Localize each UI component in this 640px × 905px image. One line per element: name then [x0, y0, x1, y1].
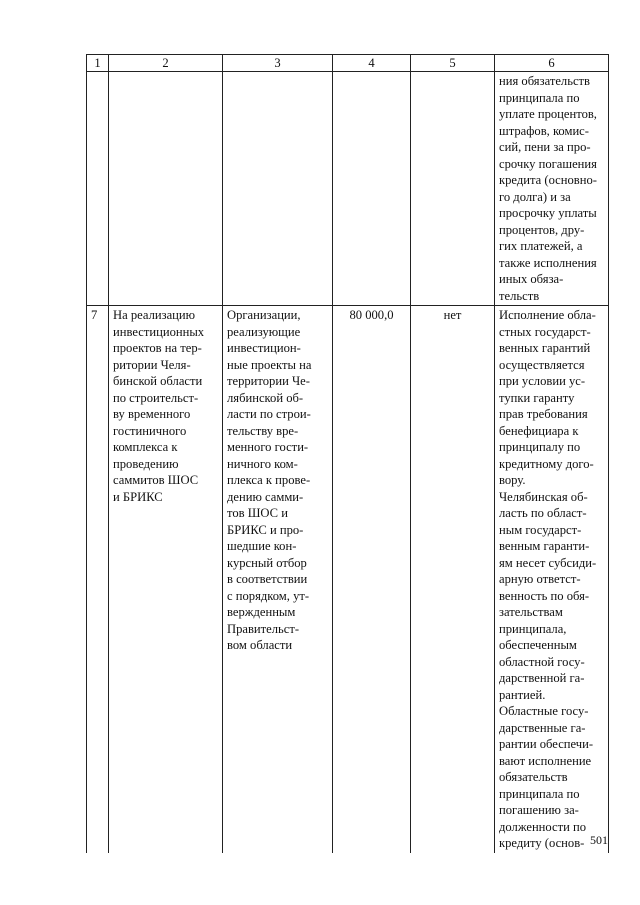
text-line: просрочку уплаты — [499, 206, 597, 220]
text-line: принципала по — [499, 786, 580, 801]
text-line: ласть по област- — [499, 506, 587, 520]
text-line: ву временного — [113, 407, 191, 421]
text-line: реализующие — [227, 324, 301, 339]
principals-cell — [223, 306, 333, 853]
text-line: венных гарантий — [499, 341, 591, 355]
text-line: обеспеченным — [499, 638, 577, 652]
text-line: На реализацию — [113, 308, 196, 322]
empty-cell — [411, 72, 495, 306]
text-line: шедшие кон- — [227, 539, 297, 553]
text-line: ные проекты на — [227, 357, 312, 372]
text-line: стных государст- — [499, 324, 591, 339]
page-number: 501 — [590, 833, 608, 847]
text-line: вают исполнение — [499, 753, 592, 768]
text-line: и БРИКС — [113, 489, 163, 504]
text-line: тельству вре- — [227, 423, 299, 438]
text-line: венным гаранти- — [499, 539, 590, 553]
text-line: при условии ус- — [499, 374, 586, 388]
text-line: Организации, — [227, 308, 301, 322]
text-line: ния обязательств — [499, 74, 591, 88]
text-line: менного гости- — [227, 440, 309, 454]
text-line: также исполнения — [499, 255, 597, 270]
header-cell: 3 — [223, 55, 333, 72]
text-line: тельств — [499, 288, 540, 303]
text-line: кредитному дого- — [499, 456, 594, 471]
text-line: процентов, дру- — [499, 222, 585, 237]
text-line: ритории Челя- — [113, 357, 191, 372]
guarantee-table — [86, 54, 609, 853]
text-line: кредиту (основ- — [499, 836, 585, 850]
text-line: го долга) и за — [499, 189, 571, 204]
text-line: тов ШОС и — [227, 506, 288, 520]
text-line: тупки гаранту — [499, 390, 575, 405]
text-line: венность по обя- — [499, 588, 590, 603]
text-line: бинской области — [113, 374, 203, 388]
text-line: территории Че- — [227, 374, 310, 388]
empty-cell — [109, 72, 223, 306]
text-line: областной госу- — [499, 654, 585, 669]
text-line: БРИКС и про- — [227, 522, 304, 537]
text-line: принципала, — [499, 621, 567, 636]
text-line: Областные госу- — [499, 704, 589, 718]
table-row — [87, 306, 609, 853]
conditions-cell — [495, 306, 609, 853]
text-line: рантией. — [499, 687, 546, 702]
text-line: арную ответст- — [499, 572, 581, 586]
text-line: иных обяза- — [499, 272, 564, 286]
header-cell: 5 — [411, 55, 495, 72]
row-number: 7 — [87, 306, 109, 853]
conditions-cell — [495, 72, 609, 306]
text-line: курсный отбор — [227, 555, 307, 570]
text-line: принципалу по — [499, 440, 581, 454]
text-line: дарственной га- — [499, 671, 585, 685]
text-line: прав требования — [499, 407, 588, 421]
text-line: штрафов, комис- — [499, 123, 589, 138]
text-line: плекса к прове- — [227, 473, 311, 487]
continuation-row — [87, 72, 609, 306]
text-line: бенефициара к — [499, 423, 579, 438]
text-line: проведению — [113, 456, 179, 471]
header-cell: 4 — [333, 55, 411, 72]
text-line: проектов на тер- — [113, 341, 202, 355]
text-line: инвестицион- — [227, 341, 301, 355]
text-line: комплекса к — [113, 440, 178, 454]
text-line: дарственные га- — [499, 720, 586, 735]
text-line: долженности по — [499, 819, 587, 834]
text-line: осуществляется — [499, 357, 585, 372]
empty-cell — [333, 72, 411, 306]
text-line: вору. — [499, 473, 526, 487]
text-line: ям несет субсиди- — [499, 555, 597, 570]
text-line: срочку погашения — [499, 156, 597, 171]
text-line: Правительст- — [227, 621, 300, 636]
text-line: вержденным — [227, 605, 296, 619]
text-line: лябинской об- — [227, 390, 304, 405]
header-cell: 6 — [495, 55, 609, 72]
text-line: вом области — [227, 638, 293, 652]
text-line: Исполнение обла- — [499, 308, 596, 322]
text-line: ласти по строи- — [227, 407, 311, 421]
amount-cell: 80 000,0 — [333, 306, 411, 853]
text-line: рантии обеспечи- — [499, 737, 594, 751]
text-line: кредита (основно- — [499, 173, 597, 187]
header-cell: 2 — [109, 55, 223, 72]
text-line: инвестиционных — [113, 324, 205, 339]
text-line: с порядком, ут- — [227, 588, 310, 603]
text-line: в соответствии — [227, 572, 308, 586]
empty-cell — [87, 72, 109, 306]
text-line: дению самми- — [227, 489, 304, 504]
text-line: обязательств — [499, 770, 568, 784]
text-line: уплате процентов, — [499, 107, 597, 121]
text-line: погашению за- — [499, 803, 579, 817]
text-line: ным государст- — [499, 522, 582, 537]
text-line: гостиничного — [113, 423, 187, 438]
text-line: по строительст- — [113, 390, 199, 405]
recourse-cell: нет — [411, 306, 495, 853]
purpose-cell — [109, 306, 223, 853]
text-line: принципала по — [499, 90, 580, 105]
text-line: ничного ком- — [227, 456, 298, 471]
text-line: саммитов ШОС — [113, 473, 199, 487]
empty-cell — [223, 72, 333, 306]
text-line: сий, пени за про- — [499, 140, 591, 154]
text-line: Челябинская об- — [499, 489, 588, 504]
header-cell: 1 — [87, 55, 109, 72]
text-line: гих платежей, а — [499, 239, 583, 253]
text-line: зательствам — [499, 605, 563, 619]
header-row — [87, 55, 609, 72]
